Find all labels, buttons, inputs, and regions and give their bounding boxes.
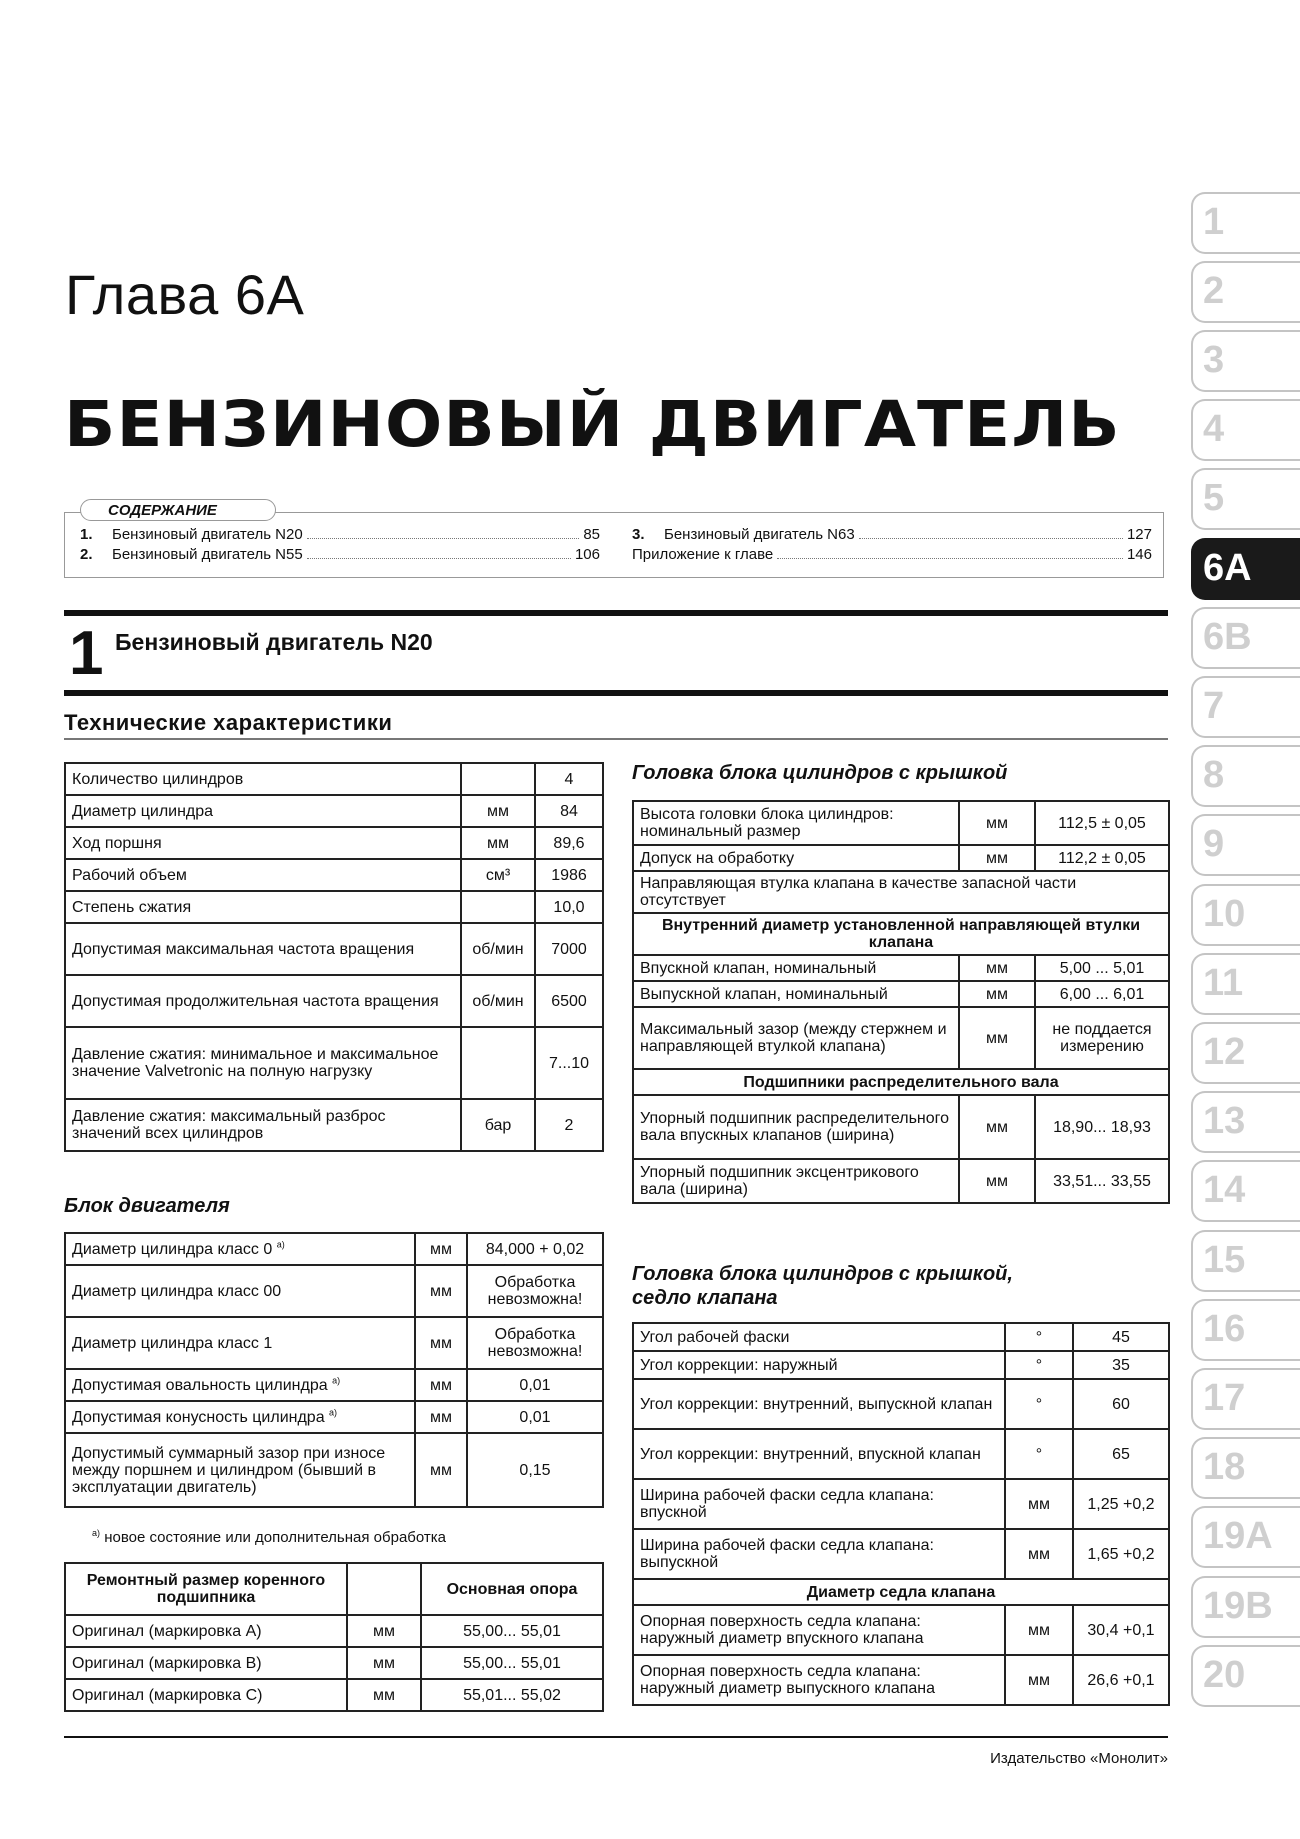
- table-row: [65, 1027, 603, 1099]
- table-row: [633, 871, 1169, 913]
- chapter-tab[interactable]: 15: [1191, 1230, 1300, 1292]
- table-row: [633, 1429, 1169, 1479]
- table-row: [633, 1655, 1169, 1705]
- param-value: 2: [535, 1099, 603, 1151]
- valve-seat-heading: Головка блока цилиндров с крышкой, седло клапана: [632, 1263, 1013, 1309]
- table-subheader-row: [633, 1579, 1169, 1605]
- param-value: 0,01: [467, 1369, 603, 1401]
- param-unit: мм: [461, 795, 535, 827]
- toc-heading: СОДЕРЖАНИЕ: [80, 499, 276, 521]
- param-name: Оригинал (маркировка С): [65, 1679, 347, 1711]
- param-name: Высота головки блока цилиндров: номинальный размер: [633, 801, 959, 845]
- table-row: [633, 1095, 1169, 1159]
- table-row: [633, 1379, 1169, 1429]
- table-row: [65, 1099, 603, 1151]
- chapter-tab[interactable]: 18: [1191, 1437, 1300, 1499]
- param-value: 112,5 ± 0,05: [1035, 801, 1169, 845]
- chapter-tab[interactable]: 12: [1191, 1022, 1300, 1084]
- table-row: [633, 1007, 1169, 1069]
- table-row: [65, 1401, 603, 1433]
- table-row: [65, 1433, 603, 1507]
- param-name: Оригинал (маркировка А): [65, 1615, 347, 1647]
- param-name: Ширина рабочей фаски седла клапана: выпускной: [633, 1529, 1005, 1579]
- chapter-tab[interactable]: 20: [1191, 1645, 1300, 1707]
- column-header-blank: [347, 1563, 421, 1615]
- chapter-tab[interactable]: 10: [1191, 884, 1300, 946]
- param-unit: мм: [959, 1095, 1035, 1159]
- param-value: 60: [1073, 1379, 1169, 1429]
- param-value: 1,65 +0,2: [1073, 1529, 1169, 1579]
- toc-item[interactable]: [632, 526, 1152, 543]
- param-value: 89,6: [535, 827, 603, 859]
- table-note: Направляющая втулка клапана в качестве запасной части отсутствует: [633, 871, 1169, 913]
- chapter-tab[interactable]: 7: [1191, 676, 1300, 738]
- param-name: Ход поршня: [65, 827, 461, 859]
- column-header: Ремонтный размер коренного подшипника: [65, 1563, 347, 1615]
- chapter-tab[interactable]: 3: [1191, 330, 1300, 392]
- table-row: [633, 1529, 1169, 1579]
- param-value: 84: [535, 795, 603, 827]
- param-value: 7000: [535, 923, 603, 975]
- param-unit: мм: [1005, 1479, 1073, 1529]
- param-name: Допуск на обработку: [633, 845, 959, 871]
- toc-item[interactable]: [80, 546, 600, 563]
- toc-item-page: 127: [1126, 526, 1152, 543]
- footnote-mark: а): [276, 1239, 285, 1250]
- param-name: Рабочий объем: [65, 859, 461, 891]
- valve-seat-table: [632, 1322, 1170, 1706]
- toc-item-page: 106: [574, 546, 600, 563]
- param-value: 55,01... 55,02: [421, 1679, 603, 1711]
- toc-item-num: 2.: [80, 546, 93, 563]
- table-row: [65, 1233, 603, 1265]
- chapter-tab[interactable]: 13: [1191, 1091, 1300, 1153]
- param-unit: бар: [461, 1099, 535, 1151]
- table-header-row: [65, 1563, 603, 1615]
- param-name: Допустимая продолжительная частота вращения: [65, 975, 461, 1027]
- table-row: [65, 975, 603, 1027]
- toc-leader: [859, 526, 1123, 539]
- param-unit: мм: [347, 1679, 421, 1711]
- toc-item-page: 85: [583, 526, 600, 543]
- table-row: [65, 827, 603, 859]
- table-row: [633, 1479, 1169, 1529]
- table-row: [65, 891, 603, 923]
- table-row: [633, 1159, 1169, 1203]
- footnote-mark: а): [329, 1407, 338, 1418]
- param-value: 18,90... 18,93: [1035, 1095, 1169, 1159]
- param-unit: мм: [415, 1233, 467, 1265]
- param-name: Степень сжатия: [65, 891, 461, 923]
- param-unit: мм: [347, 1615, 421, 1647]
- param-value: 55,00... 55,01: [421, 1615, 603, 1647]
- table-subheader-row: [633, 913, 1169, 955]
- param-name: Допустимая овальность цилиндра $^{а)}$: [65, 1369, 415, 1401]
- param-value: 65: [1073, 1429, 1169, 1479]
- chapter-tab[interactable]: 16: [1191, 1299, 1300, 1361]
- param-value: Обработка невозможна!: [467, 1317, 603, 1369]
- param-unit: мм: [415, 1401, 467, 1433]
- section-title: Бензиновый двигатель N20: [115, 629, 433, 655]
- table-row: [65, 1647, 603, 1679]
- chapter-tab[interactable]: 1: [1191, 192, 1300, 254]
- param-unit: [461, 763, 535, 795]
- param-name: Диаметр цилиндра: [65, 795, 461, 827]
- chapter-tab[interactable]: 19В: [1191, 1576, 1300, 1638]
- param-value: 10,0: [535, 891, 603, 923]
- chapter-tab-active[interactable]: 6А: [1191, 538, 1300, 600]
- param-value: 4: [535, 763, 603, 795]
- chapter-tab[interactable]: 9: [1191, 814, 1300, 876]
- param-unit: об/мин: [461, 975, 535, 1027]
- chapter-label: Глава 6А: [65, 263, 305, 326]
- footnote: $^{а)}$ новое состояние или дополнительная обработка: [92, 1528, 446, 1546]
- table-subheader: Внутренний диаметр установленной направляющей втулки клапана: [633, 913, 1169, 955]
- toc-item-title: Приложение к главе: [632, 546, 774, 563]
- tech-specs-rule: [64, 738, 1168, 740]
- param-value: 84,000 + 0,02: [467, 1233, 603, 1265]
- param-unit: мм: [415, 1317, 467, 1369]
- table-row: [65, 795, 603, 827]
- param-unit: мм: [415, 1369, 467, 1401]
- table-row: [633, 801, 1169, 845]
- param-value: 30,4 +0,1: [1073, 1605, 1169, 1655]
- table-row: [633, 981, 1169, 1007]
- table-row: [65, 1317, 603, 1369]
- param-name: Количество цилиндров: [65, 763, 461, 795]
- param-value: 6,00 ... 6,01: [1035, 981, 1169, 1007]
- section-number: 1: [69, 619, 104, 688]
- param-name: Допустимая конусность цилиндра $^{а)}$: [65, 1401, 415, 1433]
- param-value: 33,51... 33,55: [1035, 1159, 1169, 1203]
- param-value: 0,15: [467, 1433, 603, 1507]
- chapter-tab[interactable]: 11: [1191, 953, 1300, 1015]
- toc-box: [64, 512, 1164, 578]
- table-row: [65, 1369, 603, 1401]
- table-row: [633, 1351, 1169, 1379]
- param-unit: мм: [1005, 1605, 1073, 1655]
- param-name: Давление сжатия: минимальное и максимальное значение Valvetronic на полную нагрузку: [65, 1027, 461, 1099]
- param-name: Угол коррекции: внутренний, впускной клапан: [633, 1429, 1005, 1479]
- param-unit: мм: [461, 827, 535, 859]
- param-unit: мм: [347, 1647, 421, 1679]
- table-row: [633, 845, 1169, 871]
- param-name: Диаметр цилиндра класс 00: [65, 1265, 415, 1317]
- footnote-mark: а): [92, 1528, 101, 1538]
- chapter-tab[interactable]: 8: [1191, 745, 1300, 807]
- param-unit: °: [1005, 1429, 1073, 1479]
- param-unit: мм: [959, 1159, 1035, 1203]
- table-subheader: Диаметр седла клапана: [633, 1579, 1169, 1605]
- chapter-tab[interactable]: 19А: [1191, 1506, 1300, 1568]
- param-value: 35: [1073, 1351, 1169, 1379]
- param-name: Диаметр цилиндра класс 0 $^{а)}$: [65, 1233, 415, 1265]
- table-row: [633, 955, 1169, 981]
- chapter-tab[interactable]: 4: [1191, 399, 1300, 461]
- repair-size-table: [64, 1562, 604, 1712]
- param-unit: °: [1005, 1379, 1073, 1429]
- footnote-mark: а): [332, 1375, 341, 1386]
- param-value: 26,6 +0,1: [1073, 1655, 1169, 1705]
- param-value: 45: [1073, 1323, 1169, 1351]
- table-row: [633, 1605, 1169, 1655]
- param-name: Допустимый суммарный зазор при износе между поршнем и цилиндром (бывший в эксплуатации двигатель): [65, 1433, 415, 1507]
- param-value: не поддается измерению: [1035, 1007, 1169, 1069]
- param-unit: см³: [461, 859, 535, 891]
- param-name: Диаметр цилиндра класс 1: [65, 1317, 415, 1369]
- general-specs-table: [64, 762, 604, 1152]
- cylinder-head-heading: Головка блока цилиндров с крышкой: [632, 762, 1008, 784]
- param-name: Упорный подшипник распределительного вала впускных клапанов (ширина): [633, 1095, 959, 1159]
- toc-leader: [307, 546, 571, 559]
- table-row: [65, 1679, 603, 1711]
- param-unit: мм: [959, 955, 1035, 981]
- chapter-title: БЕНЗИНОВЫЙ ДВИГАТЕЛЬ: [64, 388, 1121, 461]
- chapter-tab[interactable]: 6В: [1191, 607, 1300, 669]
- param-unit: мм: [959, 1007, 1035, 1069]
- param-value: 1,25 +0,2: [1073, 1479, 1169, 1529]
- param-name: Максимальный зазор (между стержнем и направляющей втулкой клапана): [633, 1007, 959, 1069]
- param-unit: мм: [959, 981, 1035, 1007]
- param-unit: об/мин: [461, 923, 535, 975]
- param-unit: °: [1005, 1323, 1073, 1351]
- toc-item-num: 1.: [80, 526, 93, 543]
- table-subheader: Подшипники распределительного вала: [633, 1069, 1169, 1095]
- chapter-tab[interactable]: 5: [1191, 468, 1300, 530]
- param-value: 112,2 ± 0,05: [1035, 845, 1169, 871]
- param-name: Впускной клапан, номинальный: [633, 955, 959, 981]
- toc-item[interactable]: [80, 526, 600, 543]
- chapter-tab[interactable]: 17: [1191, 1368, 1300, 1430]
- param-value: 5,00 ... 5,01: [1035, 955, 1169, 981]
- param-unit: мм: [415, 1433, 467, 1507]
- toc-item-page: 146: [1126, 546, 1152, 563]
- param-name: Опорная поверхность седла клапана: наружный диаметр впускного клапана: [633, 1605, 1005, 1655]
- toc-item-num: 3.: [632, 526, 645, 543]
- footer-rule: [64, 1736, 1168, 1738]
- column-header: Основная опора: [421, 1563, 603, 1615]
- param-value: 1986: [535, 859, 603, 891]
- param-name: Угол коррекции: внутренний, выпускной клапан: [633, 1379, 1005, 1429]
- toc-item-title: Бензиновый двигатель N55: [112, 546, 303, 563]
- table-row: [65, 923, 603, 975]
- chapter-tab[interactable]: 14: [1191, 1160, 1300, 1222]
- section-top-rule: [64, 610, 1168, 616]
- table-subheader-row: [633, 1069, 1169, 1095]
- param-name: Оригинал (маркировка В): [65, 1647, 347, 1679]
- param-value: 55,00... 55,01: [421, 1647, 603, 1679]
- cylinder-head-table: [632, 800, 1170, 1204]
- table-row: [633, 1323, 1169, 1351]
- toc-item-title: Бензиновый двигатель N63: [664, 526, 855, 543]
- engine-block-heading: Блок двигателя: [64, 1195, 230, 1217]
- toc-leader: [307, 526, 580, 539]
- param-unit: [461, 891, 535, 923]
- section-bottom-rule: [64, 690, 1168, 696]
- toc-item-title: Бензиновый двигатель N20: [112, 526, 303, 543]
- param-name: Угол коррекции: наружный: [633, 1351, 1005, 1379]
- table-row: [65, 1615, 603, 1647]
- table-row: [65, 1265, 603, 1317]
- toc-item[interactable]: [632, 546, 1152, 563]
- param-name: Допустимая максимальная частота вращения: [65, 923, 461, 975]
- param-value: 6500: [535, 975, 603, 1027]
- param-name: Упорный подшипник эксцентрикового вала (ширина): [633, 1159, 959, 1203]
- param-unit: мм: [959, 801, 1035, 845]
- table-row: [65, 763, 603, 795]
- param-value: 7...10: [535, 1027, 603, 1099]
- param-value: 0,01: [467, 1401, 603, 1433]
- param-name: Выпускной клапан, номинальный: [633, 981, 959, 1007]
- param-unit: мм: [415, 1265, 467, 1317]
- param-unit: [461, 1027, 535, 1099]
- table-row: [65, 859, 603, 891]
- param-unit: мм: [959, 845, 1035, 871]
- param-unit: мм: [1005, 1655, 1073, 1705]
- publisher: Издательство «Монолит»: [990, 1750, 1168, 1767]
- tech-specs-heading: Технические характеристики: [64, 710, 393, 735]
- param-unit: мм: [1005, 1529, 1073, 1579]
- param-name: Давление сжатия: максимальный разброс значений всех цилиндров: [65, 1099, 461, 1151]
- toc-leader: [777, 546, 1123, 559]
- param-name: Ширина рабочей фаски седла клапана: впускной: [633, 1479, 1005, 1529]
- param-name: Опорная поверхность седла клапана: наружный диаметр выпускного клапана: [633, 1655, 1005, 1705]
- param-name: Угол рабочей фаски: [633, 1323, 1005, 1351]
- param-unit: °: [1005, 1351, 1073, 1379]
- engine-block-table: [64, 1232, 604, 1508]
- chapter-tab[interactable]: 2: [1191, 261, 1300, 323]
- param-value: Обработка невозможна!: [467, 1265, 603, 1317]
